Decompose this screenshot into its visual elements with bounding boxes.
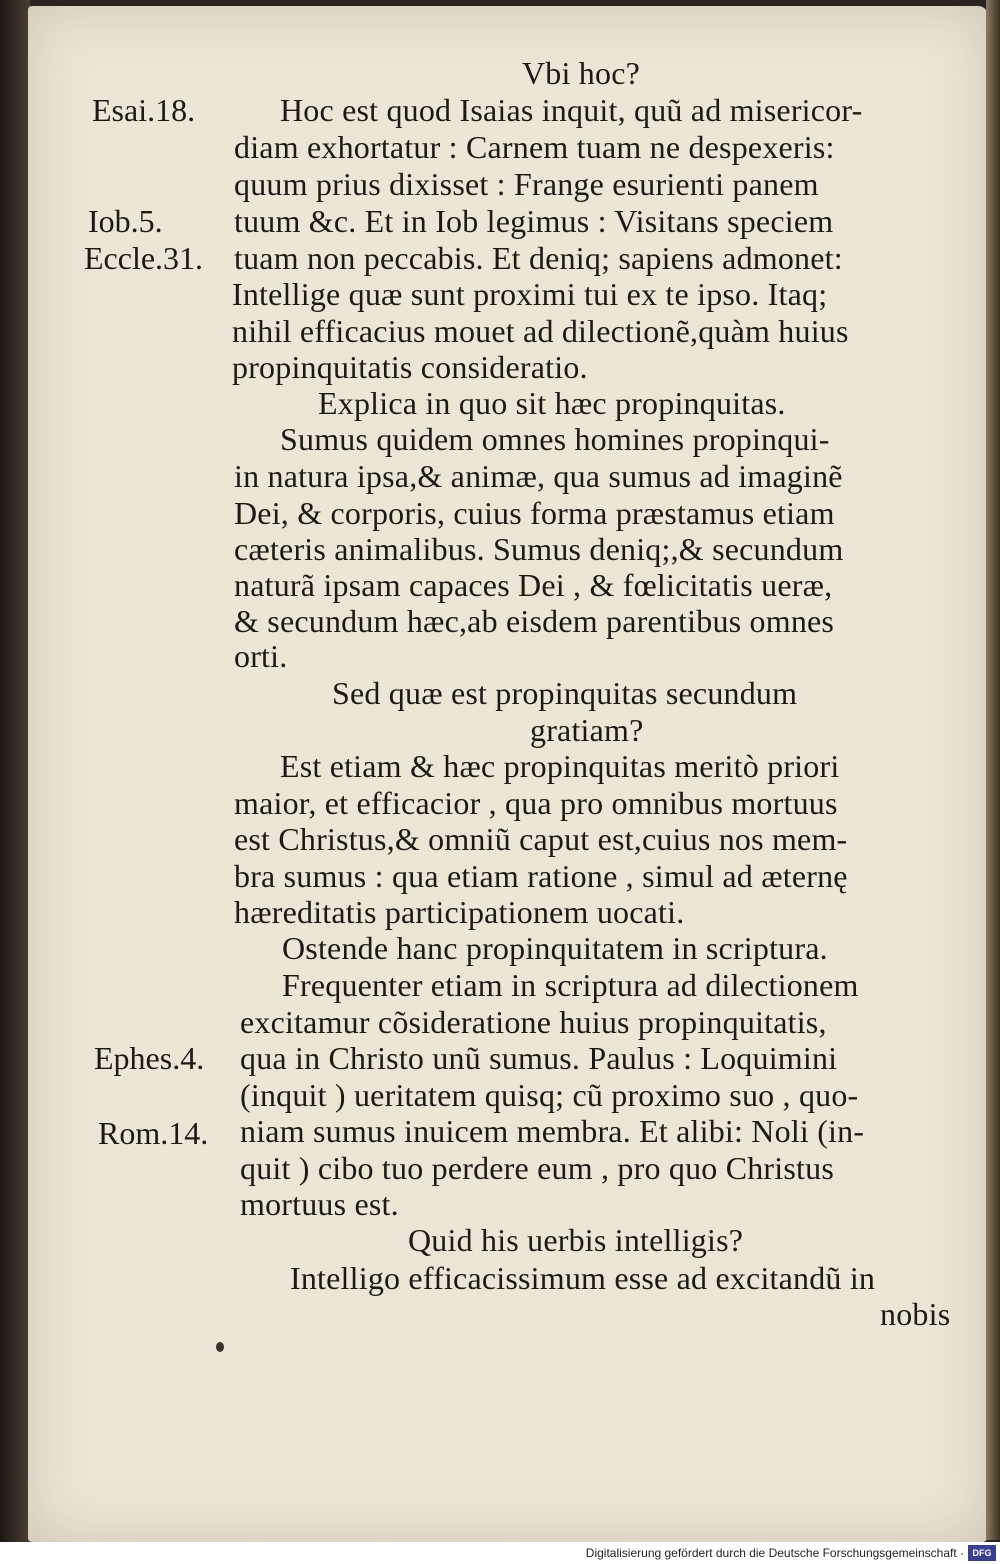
text-line: Intellige quæ sunt proximi tui ex te ipso. Itaq; bbox=[232, 276, 828, 312]
text-line: bra sumus : qua etiam ratione , simul ad æternę bbox=[234, 858, 848, 894]
text-line: quit ) cibo tuo perdere eum , pro quo Christus bbox=[240, 1150, 834, 1186]
question-line: Ostende hanc propinquitatem in scriptura. bbox=[282, 930, 828, 966]
footer-credit: Digitalisierung gefördert durch die Deutsche Forschungsgemeinschaft · bbox=[585, 1546, 964, 1560]
dfg-logo: DFG bbox=[968, 1545, 996, 1561]
text-line: qua in Christo unũ sumus. Paulus : Loquimini bbox=[240, 1040, 838, 1076]
text-line: cæteris animalibus. Sumus deniq;,& secundum bbox=[234, 531, 844, 567]
text-line: propinquitatis consideratio. bbox=[232, 349, 588, 385]
text-line: orti. bbox=[234, 638, 288, 674]
text-line: est Christus,& omniũ caput est,cuius nos mem- bbox=[234, 821, 848, 857]
text-line: mortuus est. bbox=[240, 1186, 399, 1222]
text-line: Est etiam & hæc propinquitas meritò priori bbox=[280, 748, 840, 784]
text-line: tuam non peccabis. Et deniq; sapiens admonet: bbox=[234, 240, 843, 276]
text-line: maior, et efficacior , qua pro omnibus mortuus bbox=[234, 785, 838, 821]
text-line: (inquit ) ueritatem quisq; cũ proximo suo , quo- bbox=[240, 1077, 859, 1113]
text-line: Hoc est quod Isaias inquit, quũ ad misericor- bbox=[280, 92, 863, 128]
text-line: Frequenter etiam in scriptura ad dilectionem bbox=[282, 967, 859, 1003]
text-line: nihil efficacius mouet ad dilectionẽ,quàm huius bbox=[232, 313, 849, 349]
section-header: Vbi hoc? bbox=[522, 55, 641, 91]
margin-note-rom: Rom.14. bbox=[98, 1115, 209, 1151]
text-line: & secundum hæc,ab eisdem parentibus omnes bbox=[234, 603, 835, 639]
text-line: Sumus quidem omnes homines propinqui- bbox=[280, 421, 830, 457]
text-line: tuum &c. Et in Iob legimus : Visitans speciem bbox=[234, 203, 834, 239]
catchword: nobis bbox=[880, 1296, 951, 1332]
text-line: in natura ipsa,& animæ, qua sumus ad imaginẽ bbox=[234, 458, 843, 494]
page-edge-right bbox=[986, 0, 1000, 1540]
text-line: excitamur cõsideratione huius propinquitatis, bbox=[240, 1004, 827, 1040]
question-line: Explica in quo sit hæc propinquitas. bbox=[318, 385, 786, 421]
text-line: diam exhortatur : Carnem tuam ne despexeris: bbox=[234, 129, 835, 165]
text-line: hæreditatis participationem uocati. bbox=[234, 894, 685, 930]
ink-speck bbox=[216, 1342, 224, 1352]
margin-note-eccle: Eccle.31. bbox=[84, 240, 204, 276]
text-line: quum prius dixisset : Frange esurienti panem bbox=[234, 166, 819, 202]
text-line: naturã ipsam capaces Dei , & fœlicitatis ueræ, bbox=[234, 567, 833, 603]
question-line: Quid his uerbis intelligis? bbox=[408, 1222, 744, 1258]
book-spine-shadow bbox=[0, 0, 30, 1545]
question-line: gratiam? bbox=[530, 712, 644, 748]
text-line: niam sumus inuicem membra. Et alibi: Noli (in- bbox=[240, 1113, 865, 1149]
question-line: Sed quæ est propinquitas secundum bbox=[332, 675, 798, 711]
margin-note-esai: Esai.18. bbox=[92, 92, 196, 128]
digitization-footer bbox=[0, 1542, 1000, 1564]
text-line: Intelligo efficacissimum esse ad excitandũ in bbox=[290, 1260, 876, 1296]
text-line: Dei, & corporis, cuius forma præstamus etiam bbox=[234, 495, 835, 531]
margin-note-iob: Iob.5. bbox=[88, 203, 163, 239]
margin-note-ephes: Ephes.4. bbox=[94, 1040, 205, 1076]
